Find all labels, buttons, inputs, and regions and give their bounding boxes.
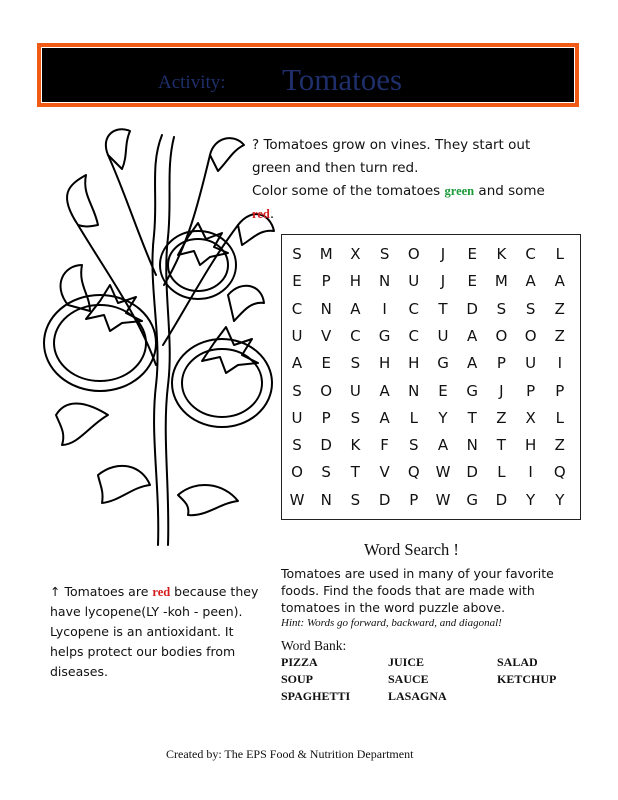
grid-letter: S (292, 436, 302, 455)
intro-mid: and some (474, 183, 545, 199)
grid-letter: T (496, 436, 506, 455)
grid-letter: W (289, 490, 305, 509)
grid-letter: M (494, 272, 508, 291)
grid-letter: T (350, 463, 360, 482)
grid-letter: D (378, 490, 391, 509)
grid-letter: N (320, 490, 332, 509)
grid-letter: G (466, 490, 478, 509)
word-bank-item: SAUCE (388, 672, 429, 686)
grid-letter: V (379, 463, 390, 482)
grid-letter: S (525, 299, 536, 318)
grid-letter: D (466, 463, 478, 482)
word-bank-item: SPAGHETTI (281, 689, 351, 703)
grid-letter: E (292, 272, 302, 291)
credit-footer: Created by: The EPS Food & Nutrition Department (166, 747, 414, 761)
grid-letter: A (525, 272, 536, 291)
grid-letter: D (466, 299, 478, 318)
grid-letter: L (497, 463, 506, 482)
grid-letter: I (557, 354, 563, 373)
grid-letter: S (321, 463, 331, 482)
grid-letter: E (467, 245, 477, 263)
intro-color-pre: Color some of the tomatoes (252, 183, 445, 199)
grid-row (282, 269, 580, 293)
grid-letter: A (379, 381, 390, 400)
word-bank-item: SOUP (281, 672, 314, 686)
grid-letter: U (349, 381, 361, 400)
grid-letter: X (525, 408, 536, 427)
grid-letter: I (528, 463, 533, 482)
grid-letter: K (350, 436, 361, 455)
grid-letter: Y (438, 408, 448, 427)
grid-letter: Y (555, 490, 565, 509)
grid-letter: O (407, 245, 420, 263)
grid-letter: A (437, 436, 449, 455)
grid-letter: Z (554, 299, 565, 318)
grid-letter: A (467, 354, 478, 373)
grid-letter: U (437, 326, 449, 345)
grid-letter: F (380, 436, 389, 455)
grid-letter: Z (496, 408, 507, 427)
intro-text (252, 134, 552, 226)
grid-letter: K (496, 245, 507, 263)
word-bank-item: LASAGNA (388, 689, 447, 703)
grid-letter: I (382, 299, 387, 318)
grid-letter: N (378, 272, 391, 291)
grid-letter: H (378, 354, 391, 373)
grid-letter: X (350, 245, 361, 263)
grid-letter: S (409, 436, 419, 455)
word-bank-title: Word Bank: (281, 638, 347, 653)
grid-letter: A (379, 408, 390, 427)
grid-letter: Z (554, 326, 565, 345)
grid-letter: J (499, 381, 504, 400)
title-banner-inner (41, 47, 575, 103)
grid-letter: P (496, 354, 506, 373)
grid-letter: S (292, 245, 302, 263)
tomato-plant-illustration (38, 115, 278, 550)
grid-row (282, 433, 580, 457)
word-search-instructions: Tomatoes are used in many of your favorite foods. Find the foods that are made with tomatoes in the word puzzle above. (281, 566, 554, 615)
grid-letter: J (440, 272, 446, 291)
grid-letter: G (437, 354, 449, 373)
grid-letter: V (321, 326, 332, 345)
grid-letter: M (319, 245, 333, 263)
grid-letter: E (438, 381, 448, 400)
grid-letter: O (495, 326, 508, 345)
grid-letter: U (291, 408, 303, 427)
grid-letter: P (409, 490, 419, 509)
grid-letter: D (495, 490, 508, 509)
grid-letter: Q (553, 463, 566, 482)
grid-letter: G (378, 326, 391, 345)
grid-letter: P (321, 408, 331, 427)
lycopene-post: because they have lycopene(LY -koh - peen). Lycopene is an antioxidant. It helps protect our bodies from diseases. (50, 584, 259, 679)
grid-letter: S (350, 408, 361, 427)
grid-letter: T (467, 408, 477, 427)
intro-line: ? Tomatoes grow on vines. They start out green and then turn red. (252, 137, 531, 176)
word-bank-item: SALAD (497, 655, 538, 669)
grid-letter: S (350, 354, 361, 373)
grid-letter: A (291, 354, 303, 373)
grid-letter: P (321, 272, 331, 291)
page-title: Tomatoes (282, 62, 403, 97)
grid-letter: S (496, 299, 507, 318)
grid-letter: J (440, 245, 446, 263)
grid-letter: H (349, 272, 362, 291)
red-word: red (252, 207, 270, 221)
grid-letter: D (320, 436, 332, 455)
grid-letter: N (466, 436, 478, 455)
grid-letter: P (526, 381, 536, 400)
grid-letter: U (408, 272, 420, 291)
activity-label: Activity: (158, 72, 226, 93)
grid-letter: S (292, 381, 302, 400)
grid-letter: A (467, 326, 478, 345)
lycopene-paragraph (50, 582, 260, 682)
grid-letter: E (321, 354, 331, 373)
grid-letter: N (320, 299, 332, 318)
grid-letter: H (408, 354, 420, 373)
word-search-grid (281, 234, 581, 520)
grid-row (282, 242, 580, 266)
word-search-hint: Hint: Words go forward, backward, and diagonal! (281, 617, 502, 629)
grid-row (282, 379, 580, 403)
grid-letter: C (350, 326, 361, 345)
grid-letter: L (555, 245, 564, 263)
grid-letter: U (291, 326, 303, 345)
green-word: green (444, 184, 475, 198)
grid-letter: T (438, 299, 448, 318)
word-bank-item: JUICE (388, 655, 425, 669)
grid-letter: N (408, 381, 420, 400)
word-bank-item: KETCHUP (497, 672, 557, 686)
grid-row (282, 488, 580, 512)
grid-letter: S (350, 490, 361, 509)
grid-letter: G (466, 381, 478, 400)
grid-row (282, 324, 580, 348)
grid-row (282, 297, 580, 321)
grid-letter: Y (526, 490, 536, 509)
grid-letter: S (379, 245, 390, 263)
grid-letter: H (524, 436, 537, 455)
grid-letter: Q (407, 463, 420, 482)
grid-row (282, 406, 580, 430)
grid-letter: E (467, 272, 477, 291)
grid-letter: C (291, 299, 303, 318)
grid-letter: L (555, 408, 564, 427)
grid-letter: O (291, 463, 303, 482)
grid-letter: A (350, 299, 361, 318)
word-bank-item: PIZZA (281, 655, 318, 669)
grid-letter: A (554, 272, 565, 291)
grid-letter: W (435, 463, 451, 482)
up-arrow-icon: ↑ (50, 584, 61, 599)
intro-color-line (252, 180, 552, 226)
grid-letter: C (408, 326, 420, 345)
grid-letter: O (320, 381, 333, 400)
grid-letter: Z (554, 436, 565, 455)
lycopene-pre: Tomatoes are (60, 584, 153, 599)
grid-row (282, 460, 580, 484)
grid-letter: C (525, 245, 536, 263)
title-banner (37, 43, 579, 107)
grid-letter: P (555, 381, 565, 400)
intro-end: . (269, 206, 275, 222)
grid-letter: U (525, 354, 537, 373)
lycopene-note (50, 582, 260, 682)
grid-letter: L (409, 408, 418, 427)
grid-letter: C (408, 299, 420, 318)
grid-letter: O (524, 326, 537, 345)
grid-row (282, 351, 580, 375)
grid-letter: W (435, 490, 451, 509)
word-search-title: Word Search ! (364, 540, 459, 559)
lycopene-red-word: red (152, 585, 171, 599)
